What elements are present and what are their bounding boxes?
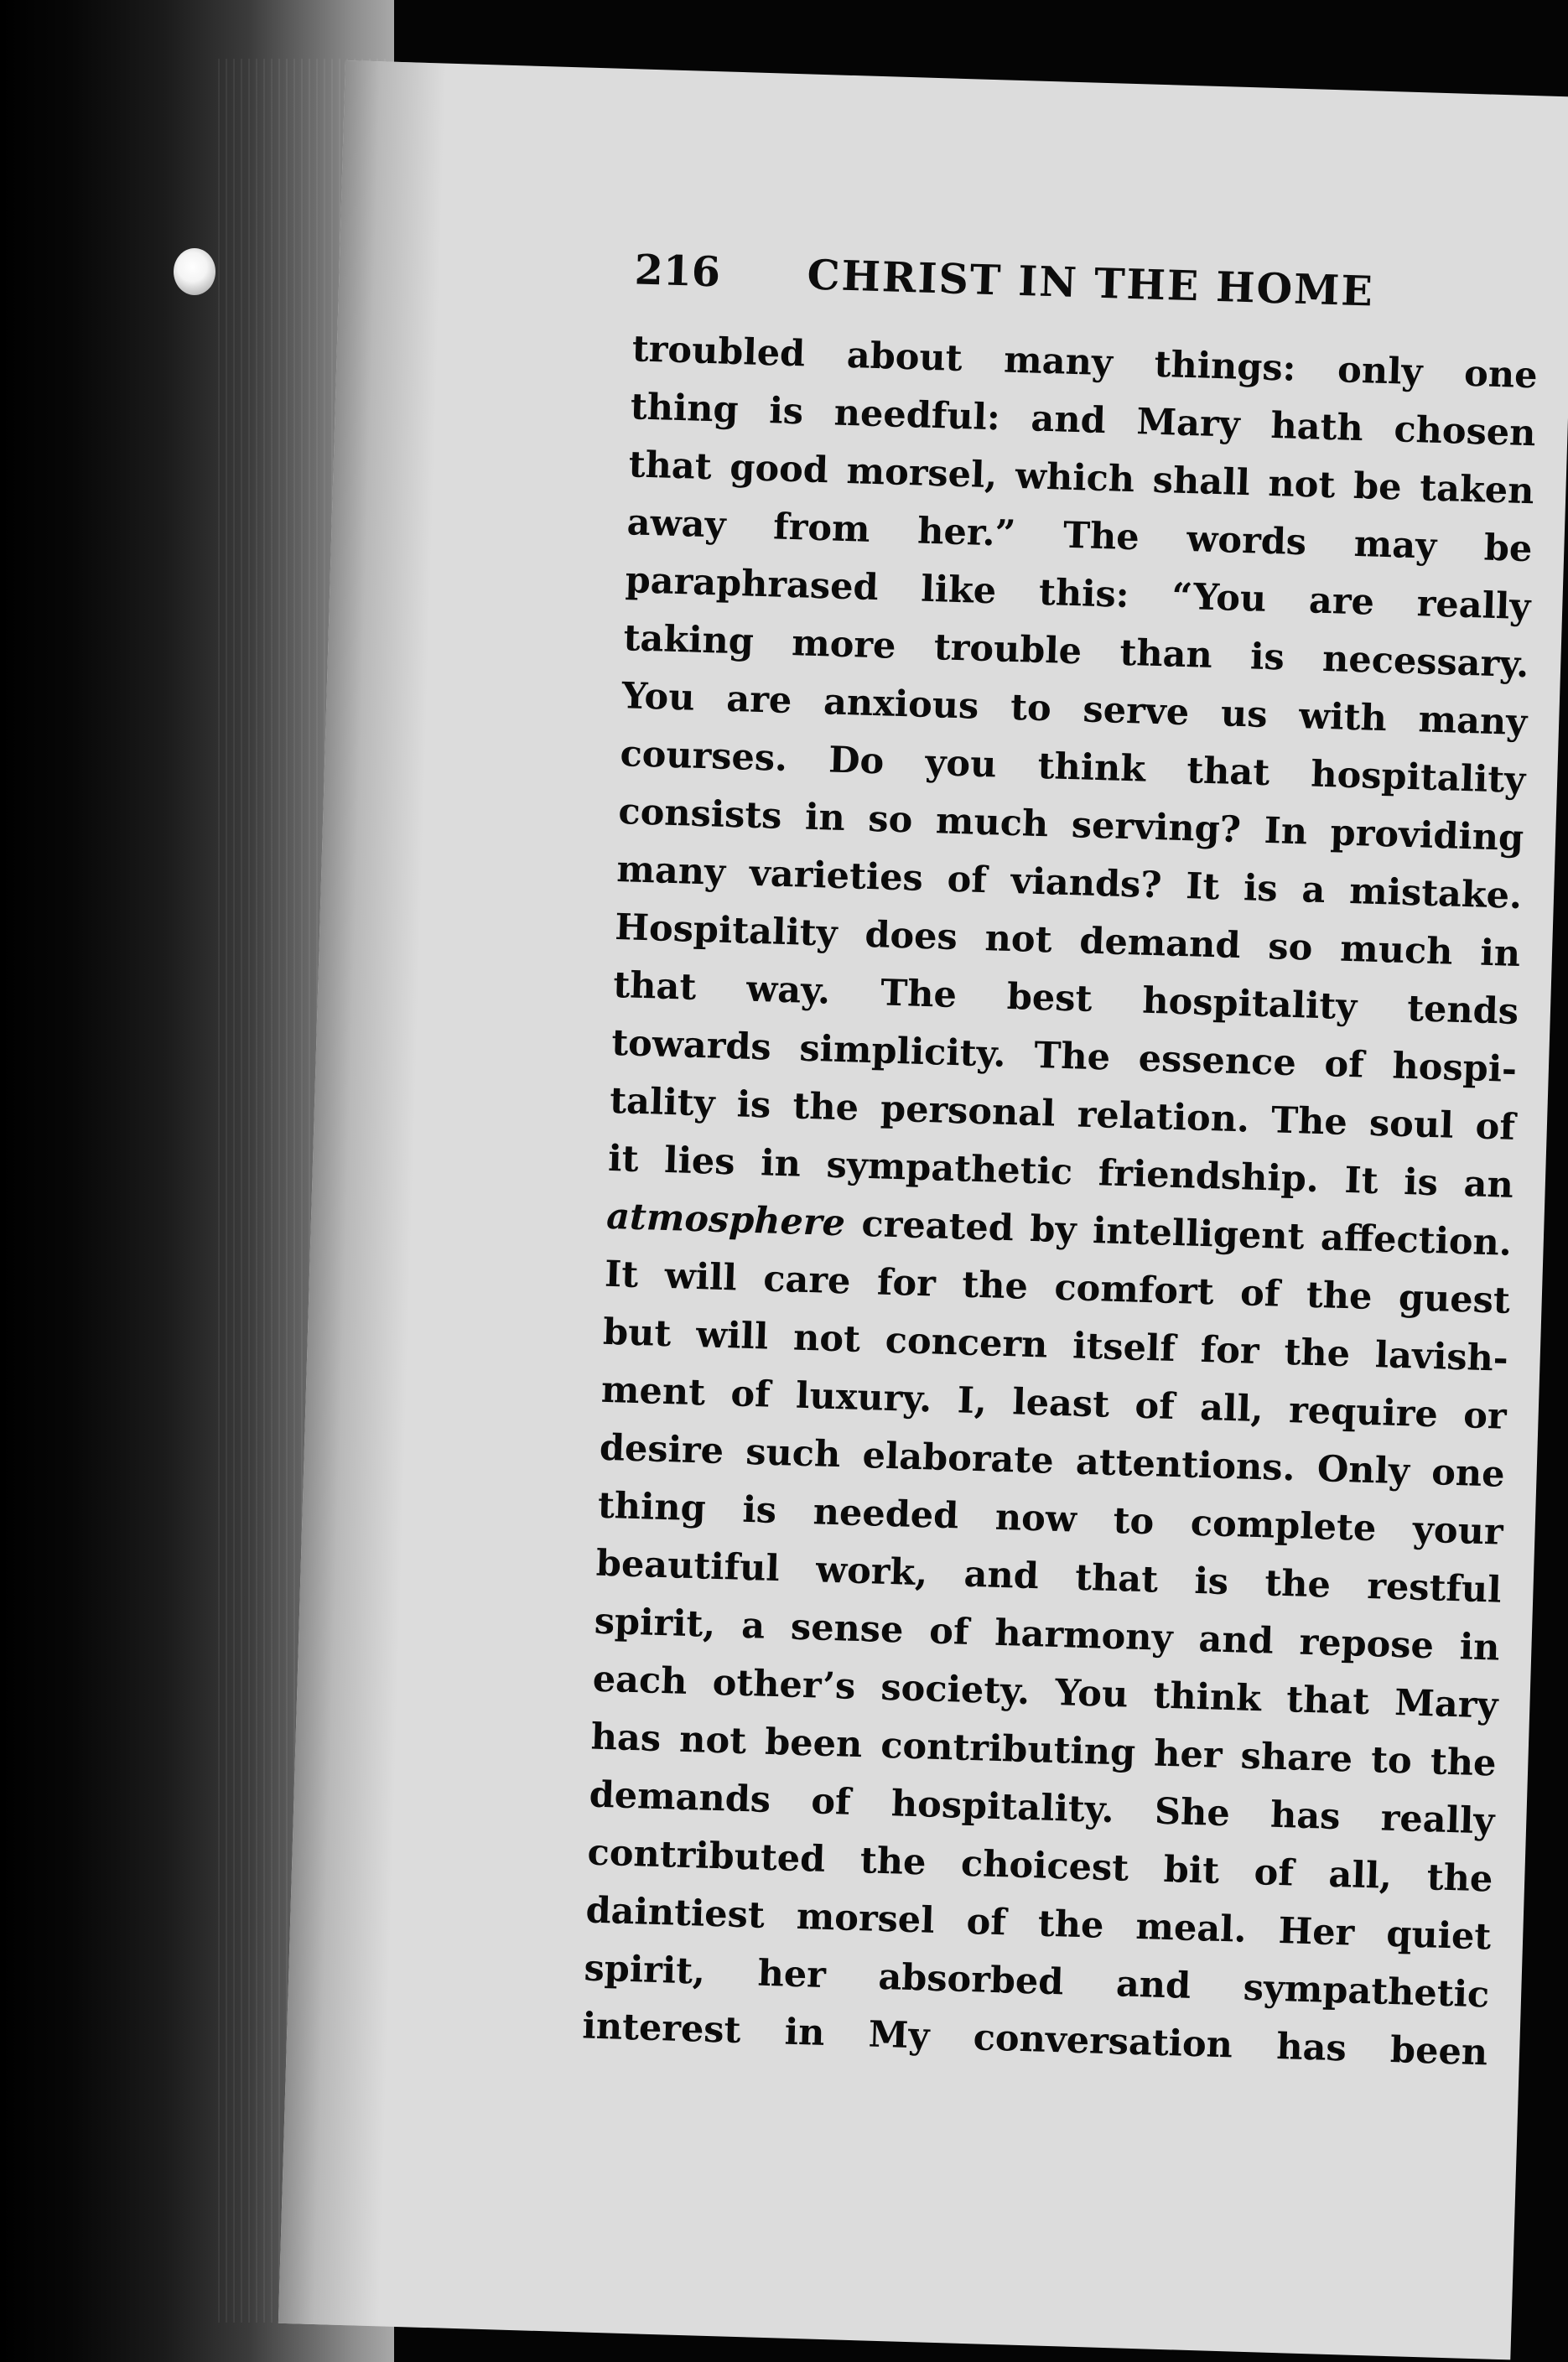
- text-line: You are anxious to serve us with many: [620, 675, 1528, 745]
- pin-icon: [174, 248, 215, 295]
- text-line: away from her.” The words may be: [626, 501, 1534, 571]
- text-line: many varieties of viands? It is a mistake.: [615, 849, 1523, 918]
- text-line: consists in so much serving? In providing: [617, 791, 1524, 860]
- text-line: tality is the personal relation. The soul of: [609, 1079, 1516, 1149]
- text-line: Hospitality does not demand so much in: [614, 906, 1521, 976]
- text-line: demands of hospitality. She has really: [589, 1773, 1496, 1843]
- text-line: desire such elaborate attentions. Only one: [599, 1426, 1506, 1496]
- italic-word: atmosphere: [605, 1195, 846, 1245]
- text-line: beautiful work, and that is the restful: [595, 1542, 1503, 1612]
- text-line: thing is needed now to complete your: [597, 1484, 1504, 1554]
- text-line: contributed the choicest bit of all, the: [586, 1831, 1493, 1901]
- text-line: spirit, a sense of harmony and repose in: [594, 1600, 1501, 1669]
- text-line: It will care for the comfort of the guest: [604, 1253, 1511, 1322]
- book-page: [278, 60, 1568, 2359]
- running-title: CHRIST IN THE HOME: [806, 250, 1375, 316]
- body-text: [582, 320, 1539, 2082]
- text-line: that way. The best hospitality tends: [612, 963, 1519, 1033]
- text-line: has not been contributing her share to the: [590, 1716, 1498, 1785]
- text-line: atmosphere created by intelligent affection.: [605, 1195, 1513, 1264]
- text-line: interest in My conversation has been: [581, 2005, 1488, 2074]
- text-line: troubled about many things: only one: [631, 328, 1539, 397]
- text-line: towards simplicity. The essence of hospi-: [610, 1021, 1518, 1091]
- text-line: it lies in sympathetic friendship. It is an: [607, 1137, 1514, 1207]
- text-line: courses. Do you think that hospitality: [619, 733, 1526, 802]
- text-line: that good morsel, which shall not be taken: [628, 444, 1535, 513]
- text-line: ment of luxury. I, least of all, require or: [600, 1368, 1508, 1438]
- text-line: thing is needful: and Mary hath chosen: [630, 386, 1537, 455]
- running-head: [634, 245, 1474, 329]
- text-line: spirit, her absorbed and sympathetic: [583, 1947, 1490, 2017]
- page-number: 216: [633, 245, 721, 297]
- text-line: taking more trouble than is necessary.: [622, 617, 1529, 687]
- text-line: paraphrased like this: “You are really: [625, 559, 1532, 629]
- text-line: each other’s society. You think that Mary: [592, 1658, 1499, 1727]
- text-line: but will not concern itself for the lavish-: [602, 1311, 1509, 1380]
- text-line: daintiest morsel of the meal. Her quiet: [584, 1889, 1492, 1959]
